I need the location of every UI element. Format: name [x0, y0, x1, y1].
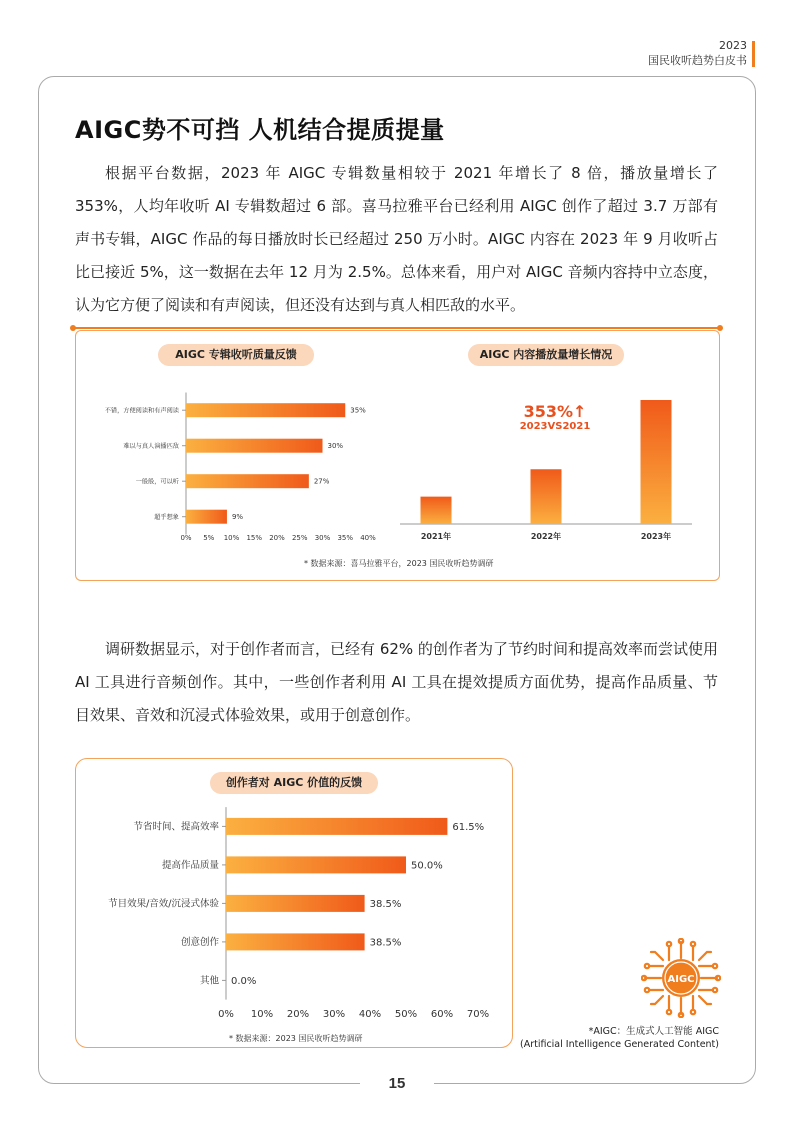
category-label: 节目效果/音效/沉浸式体验 — [108, 898, 219, 910]
data-label: 27% — [313, 477, 330, 486]
category-label: 2021年 — [420, 532, 452, 541]
x-tick-label: 0% — [218, 1009, 234, 1020]
growth-value: 353%↑ — [523, 402, 587, 421]
chart2-title: AIGC 内容播放量增长情况 — [468, 344, 624, 366]
report-year: 2023 — [719, 39, 747, 52]
data-label: 61.5% — [452, 821, 485, 833]
category-label: 不错，方便阅读和有声阅读 — [104, 407, 179, 415]
aigc-chip-icon — [641, 938, 721, 1018]
bar — [186, 403, 345, 417]
footnote-line-2: (Artificial Intelligence Generated Content) — [519, 1039, 719, 1050]
x-tick-label: 20% — [286, 1009, 310, 1020]
growth-compare-label: 2023VS2021 — [519, 421, 591, 432]
data-label: 35% — [350, 406, 366, 415]
report-title: 国民收听趋势白皮书 — [648, 54, 747, 67]
data-label: 30% — [327, 442, 344, 451]
page-number: 15 — [388, 1075, 406, 1092]
x-tick-label: 30% — [314, 534, 331, 542]
category-label: 提高作品质量 — [161, 860, 219, 872]
x-tick-label: 40% — [360, 534, 376, 542]
section-title: AIGC势不可挡 人机结合提质提量 — [75, 116, 445, 144]
chart3-title: 创作者对 AIGC 价值的反馈 — [210, 772, 378, 794]
data-label: 0.0% — [231, 975, 257, 987]
x-tick-label: 50% — [394, 1009, 418, 1020]
x-tick-label: 0% — [180, 534, 192, 542]
data-label: 38.5% — [369, 937, 402, 949]
chart1-title: AIGC 专辑收听质量反馈 — [158, 344, 314, 366]
category-label: 一般般，可以听 — [135, 478, 179, 486]
category-label: 难以与真人演播匹敌 — [123, 442, 179, 450]
x-tick-label: 30% — [322, 1009, 346, 1020]
chart-panel-2 — [75, 758, 513, 1048]
bar — [186, 510, 227, 524]
x-tick-label: 70% — [466, 1009, 490, 1020]
x-tick-label: 20% — [269, 534, 285, 542]
category-label: 其他 — [199, 975, 219, 987]
bar — [531, 469, 562, 524]
data-label: 9% — [231, 513, 244, 522]
x-tick-label: 5% — [203, 534, 215, 542]
x-tick-label: 25% — [291, 534, 308, 542]
chart-source-2: * 数据来源：2023 国民收听趋势调研 — [229, 1034, 363, 1043]
bar — [421, 497, 452, 524]
category-label: 2022年 — [530, 532, 562, 541]
category-label: 超乎想象 — [154, 513, 179, 521]
aigc-icon-label: AIGC — [667, 974, 695, 985]
paragraph-2: 调研数据显示，对于创作者而言，已经有 62% 的创作者为了节约时间和提高效率而尝试使用 AI 工具进行音频创作。其中，一些创作者利用 AI 工具在提效提质方面优势，提高作品质量、节目效果、音效和沉浸式体验效果，或用于创意创作。 — [75, 640, 718, 724]
x-tick-label: 35% — [337, 534, 354, 542]
growth-annotation — [510, 402, 600, 432]
x-tick-label: 10% — [250, 1009, 274, 1020]
x-tick-label: 10% — [223, 534, 240, 542]
chart1-plot — [105, 392, 376, 542]
data-label: 38.5% — [369, 898, 402, 910]
data-label: 50.0% — [411, 860, 443, 872]
bar — [641, 400, 672, 524]
x-tick-label: 60% — [430, 1009, 454, 1020]
category-label: 2023年 — [640, 532, 672, 541]
x-tick-label: 15% — [246, 534, 263, 542]
footnote-line-1: *AIGC：生成式人工智能 AIGC — [588, 1026, 719, 1037]
bar — [186, 439, 323, 453]
category-label: 创意创作 — [180, 937, 219, 949]
chart-source-1: * 数据来源：喜马拉雅平台，2023 国民收听趋势调研 — [304, 559, 494, 568]
paragraph-1: 根据平台数据，2023 年 AIGC 专辑数量相较于 2021 年增长了 8 倍，播放量增长了 353%，人均年收听 AI 专辑数超过 6 部。喜马拉雅平台已经利用 AIGC 创作了超过 3.7 万部有声书专辑，AIGC 作品的每日播放时长已经超过 250 万小时。AIGC 内容在 2023 年 9 月收听占比已接近 5%，这一数据在去年 12 月为 2.5%。总体来看，用户对 AIGC 音频内容持中立态度，认为它方便了阅读和有声阅读，但还没有达到与真人相匹敌的水平。 — [75, 164, 718, 314]
aigc-footnote — [520, 1025, 719, 1051]
bar — [186, 474, 309, 488]
category-label: 节省时间、提高效率 — [133, 821, 219, 833]
x-tick-label: 40% — [358, 1009, 382, 1020]
